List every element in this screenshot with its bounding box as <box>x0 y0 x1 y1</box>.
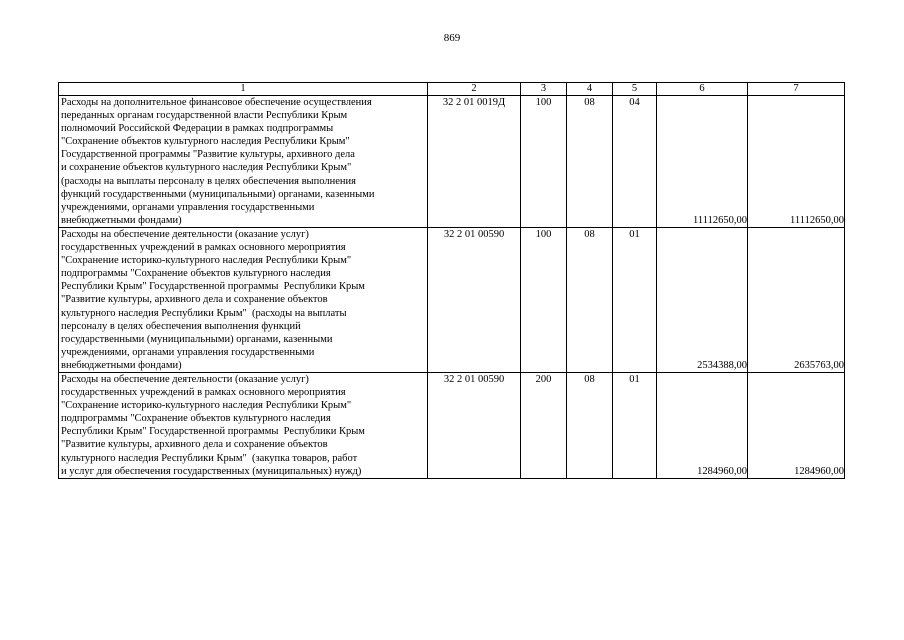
table-row <box>59 227 845 372</box>
row-amount-col6: 11112650,00 <box>657 96 748 228</box>
column-header-6: 6 <box>657 83 748 96</box>
column-header-4: 4 <box>567 83 613 96</box>
column-header-5: 5 <box>613 83 657 96</box>
row-amount-col6: 1284960,00 <box>657 372 748 478</box>
row-amount-col7: 2635763,00 <box>748 227 845 372</box>
row-expense-type: 100 <box>521 96 567 228</box>
row-target-article: 32 2 01 00590 <box>428 372 521 478</box>
column-header-3: 3 <box>521 83 567 96</box>
column-header-2: 2 <box>428 83 521 96</box>
column-header-1: 1 <box>59 83 428 96</box>
row-description: Расходы на обеспечение деятельности (оказание услуг) государственных учреждений в рамках основного мероприятия "Сохранение историко-культурного наследия Республики Крым" подпрограммы "Сохранение объектов культурного наследия Республики Крым" Государственной программы Республики Крым "Развитие культуры, архивного дела и сохранение объектов культурного наследия Республики Крым" (закупка товаров, работ и услуг для обеспечения государственных (муниципальных) нужд) <box>59 372 428 478</box>
row-amount-col7: 1284960,00 <box>748 372 845 478</box>
row-section: 08 <box>567 96 613 228</box>
row-target-article: 32 2 01 00590 <box>428 227 521 372</box>
row-subsection: 01 <box>613 227 657 372</box>
table-row <box>59 372 845 478</box>
row-expense-type: 100 <box>521 227 567 372</box>
page-number: 869 <box>443 32 461 44</box>
row-subsection: 04 <box>613 96 657 228</box>
table-header-row <box>59 83 845 96</box>
row-section: 08 <box>567 372 613 478</box>
row-amount-col7: 11112650,00 <box>748 96 845 228</box>
row-description: Расходы на обеспечение деятельности (оказание услуг) государственных учреждений в рамках основного мероприятия "Сохранение историко-культурного наследия Республики Крым" подпрограммы "Сохранение объектов культурного наследия Республики Крым" Государственной программы Республики Крым "Развитие культуры, архивного дела и сохранение объектов культурного наследия Республики Крым" (расходы на выплаты персоналу в целях обеспечения выполнения функций государственными (муниципальными) органами, казенными учреждениями, органами управления государственными внебюджетными фондами) <box>59 227 428 372</box>
column-header-7: 7 <box>748 83 845 96</box>
table-row <box>59 96 845 228</box>
row-target-article: 32 2 01 0019Д <box>428 96 521 228</box>
row-subsection: 01 <box>613 372 657 478</box>
budget-table <box>58 82 845 479</box>
row-section: 08 <box>567 227 613 372</box>
row-description: Расходы на дополнительное финансовое обеспечение осуществления переданных органам государственной власти Республики Крым полномочий Российской Федерации в рамках подпрограммы "Сохранение объектов культурного наследия Республики Крым" Государственной программы "Развитие культуры, архивного дела и сохранение объектов культурного наследия Республики Крым" (расходы на выплаты персоналу в целях обеспечения выполнения функций государственными (муниципальными) органами, казенными учреждениями, органами управления государственными внебюджетными фондами) <box>59 96 428 228</box>
row-amount-col6: 2534388,00 <box>657 227 748 372</box>
row-expense-type: 200 <box>521 372 567 478</box>
